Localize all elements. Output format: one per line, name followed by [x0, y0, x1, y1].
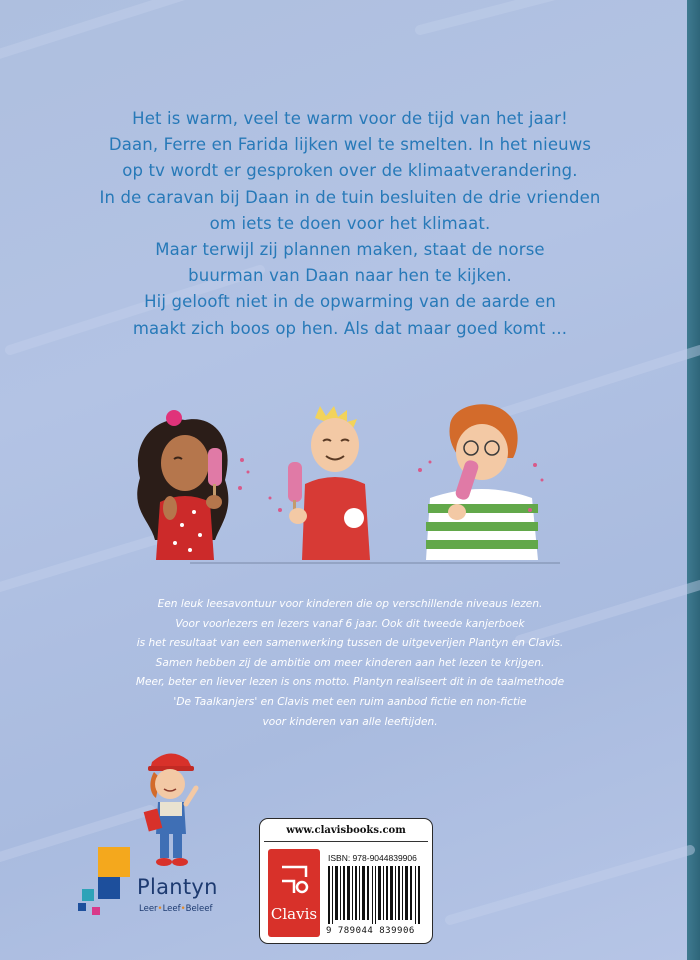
plantyn-logo-name: Plantyn	[137, 875, 218, 899]
blurb-line: om iets te doen voor het klimaat.	[209, 213, 491, 233]
plantyn-tagline	[139, 904, 213, 914]
daan-figure	[426, 404, 538, 560]
blurb-line: maakt zich boos op hen. Als dat maar goed komt ...	[132, 318, 568, 338]
blurb-line: Hij gelooft niet in de opwarming van de aarde en	[144, 292, 556, 312]
info-line: voor kinderen van alle leeftijden.	[262, 715, 438, 728]
blurb-line: buurman van Daan naar hen te kijken.	[188, 266, 512, 286]
tagline-word: Beleef	[185, 904, 213, 914]
clavis-logo-text: Clavis	[270, 905, 318, 923]
blurb-line: In de caravan bij Daan in de tuin besluiten de drie vrienden	[99, 187, 601, 207]
info-line: Voor voorlezers en lezers vanaf 6 jaar. Ook dit tweede kanjerboek	[175, 617, 525, 630]
info-line: Samen hebben zij de ambitie om meer kinderen aan het lezen te krijgen.	[155, 656, 545, 669]
blurb-text	[40, 106, 660, 342]
blurb-line: Maar terwijl zij plannen maken, staat de norse	[155, 240, 545, 260]
farida-figure	[137, 410, 228, 560]
clavis-key-icon	[278, 863, 310, 899]
badge-divider	[264, 841, 428, 842]
info-line: Een leuk leesavontuur voor kinderen die op verschillende niveaus lezen.	[157, 598, 543, 610]
barcode-number: 9 789044 839906	[326, 926, 415, 936]
publisher-url: www.clavisbooks.com	[286, 825, 406, 836]
tagline-word: Leef	[162, 904, 181, 914]
isbn-number: ISBN: 978-9044839906	[328, 853, 417, 863]
plantyn-squares-icon	[78, 847, 132, 919]
blurb-line: Daan, Ferre en Farida lijken wel te smelten. In het nieuws	[108, 135, 592, 155]
tagline-word: Leer	[139, 904, 158, 914]
kids-eating-popsicles-illustration	[130, 400, 570, 575]
isbn-badge	[259, 818, 433, 944]
blurb-line: Het is warm, veel te warm voor de tijd van het jaar!	[132, 109, 568, 128]
info-line: Meer, beter en liever lezen is ons motto. Plantyn realiseert dit in de taalmethode	[135, 676, 565, 689]
ferre-figure	[288, 406, 370, 560]
blurb-line: op tv wordt er gesproken over de klimaatverandering.	[122, 161, 578, 181]
publisher-info-text	[40, 595, 660, 732]
info-line: is het resultaat van een samenwerking tussen de uitgeverijen Plantyn en Clavis.	[136, 637, 564, 650]
barcode-icon	[328, 866, 424, 924]
girl-mascot-illustration	[140, 748, 204, 872]
tagline-dot: •	[180, 904, 186, 914]
clavis-logo	[268, 849, 320, 937]
info-line: 'De Taalkanjers' en Clavis met een ruim aanbod fictie en non-fictie	[173, 695, 527, 708]
tagline-dot: •	[157, 904, 163, 914]
